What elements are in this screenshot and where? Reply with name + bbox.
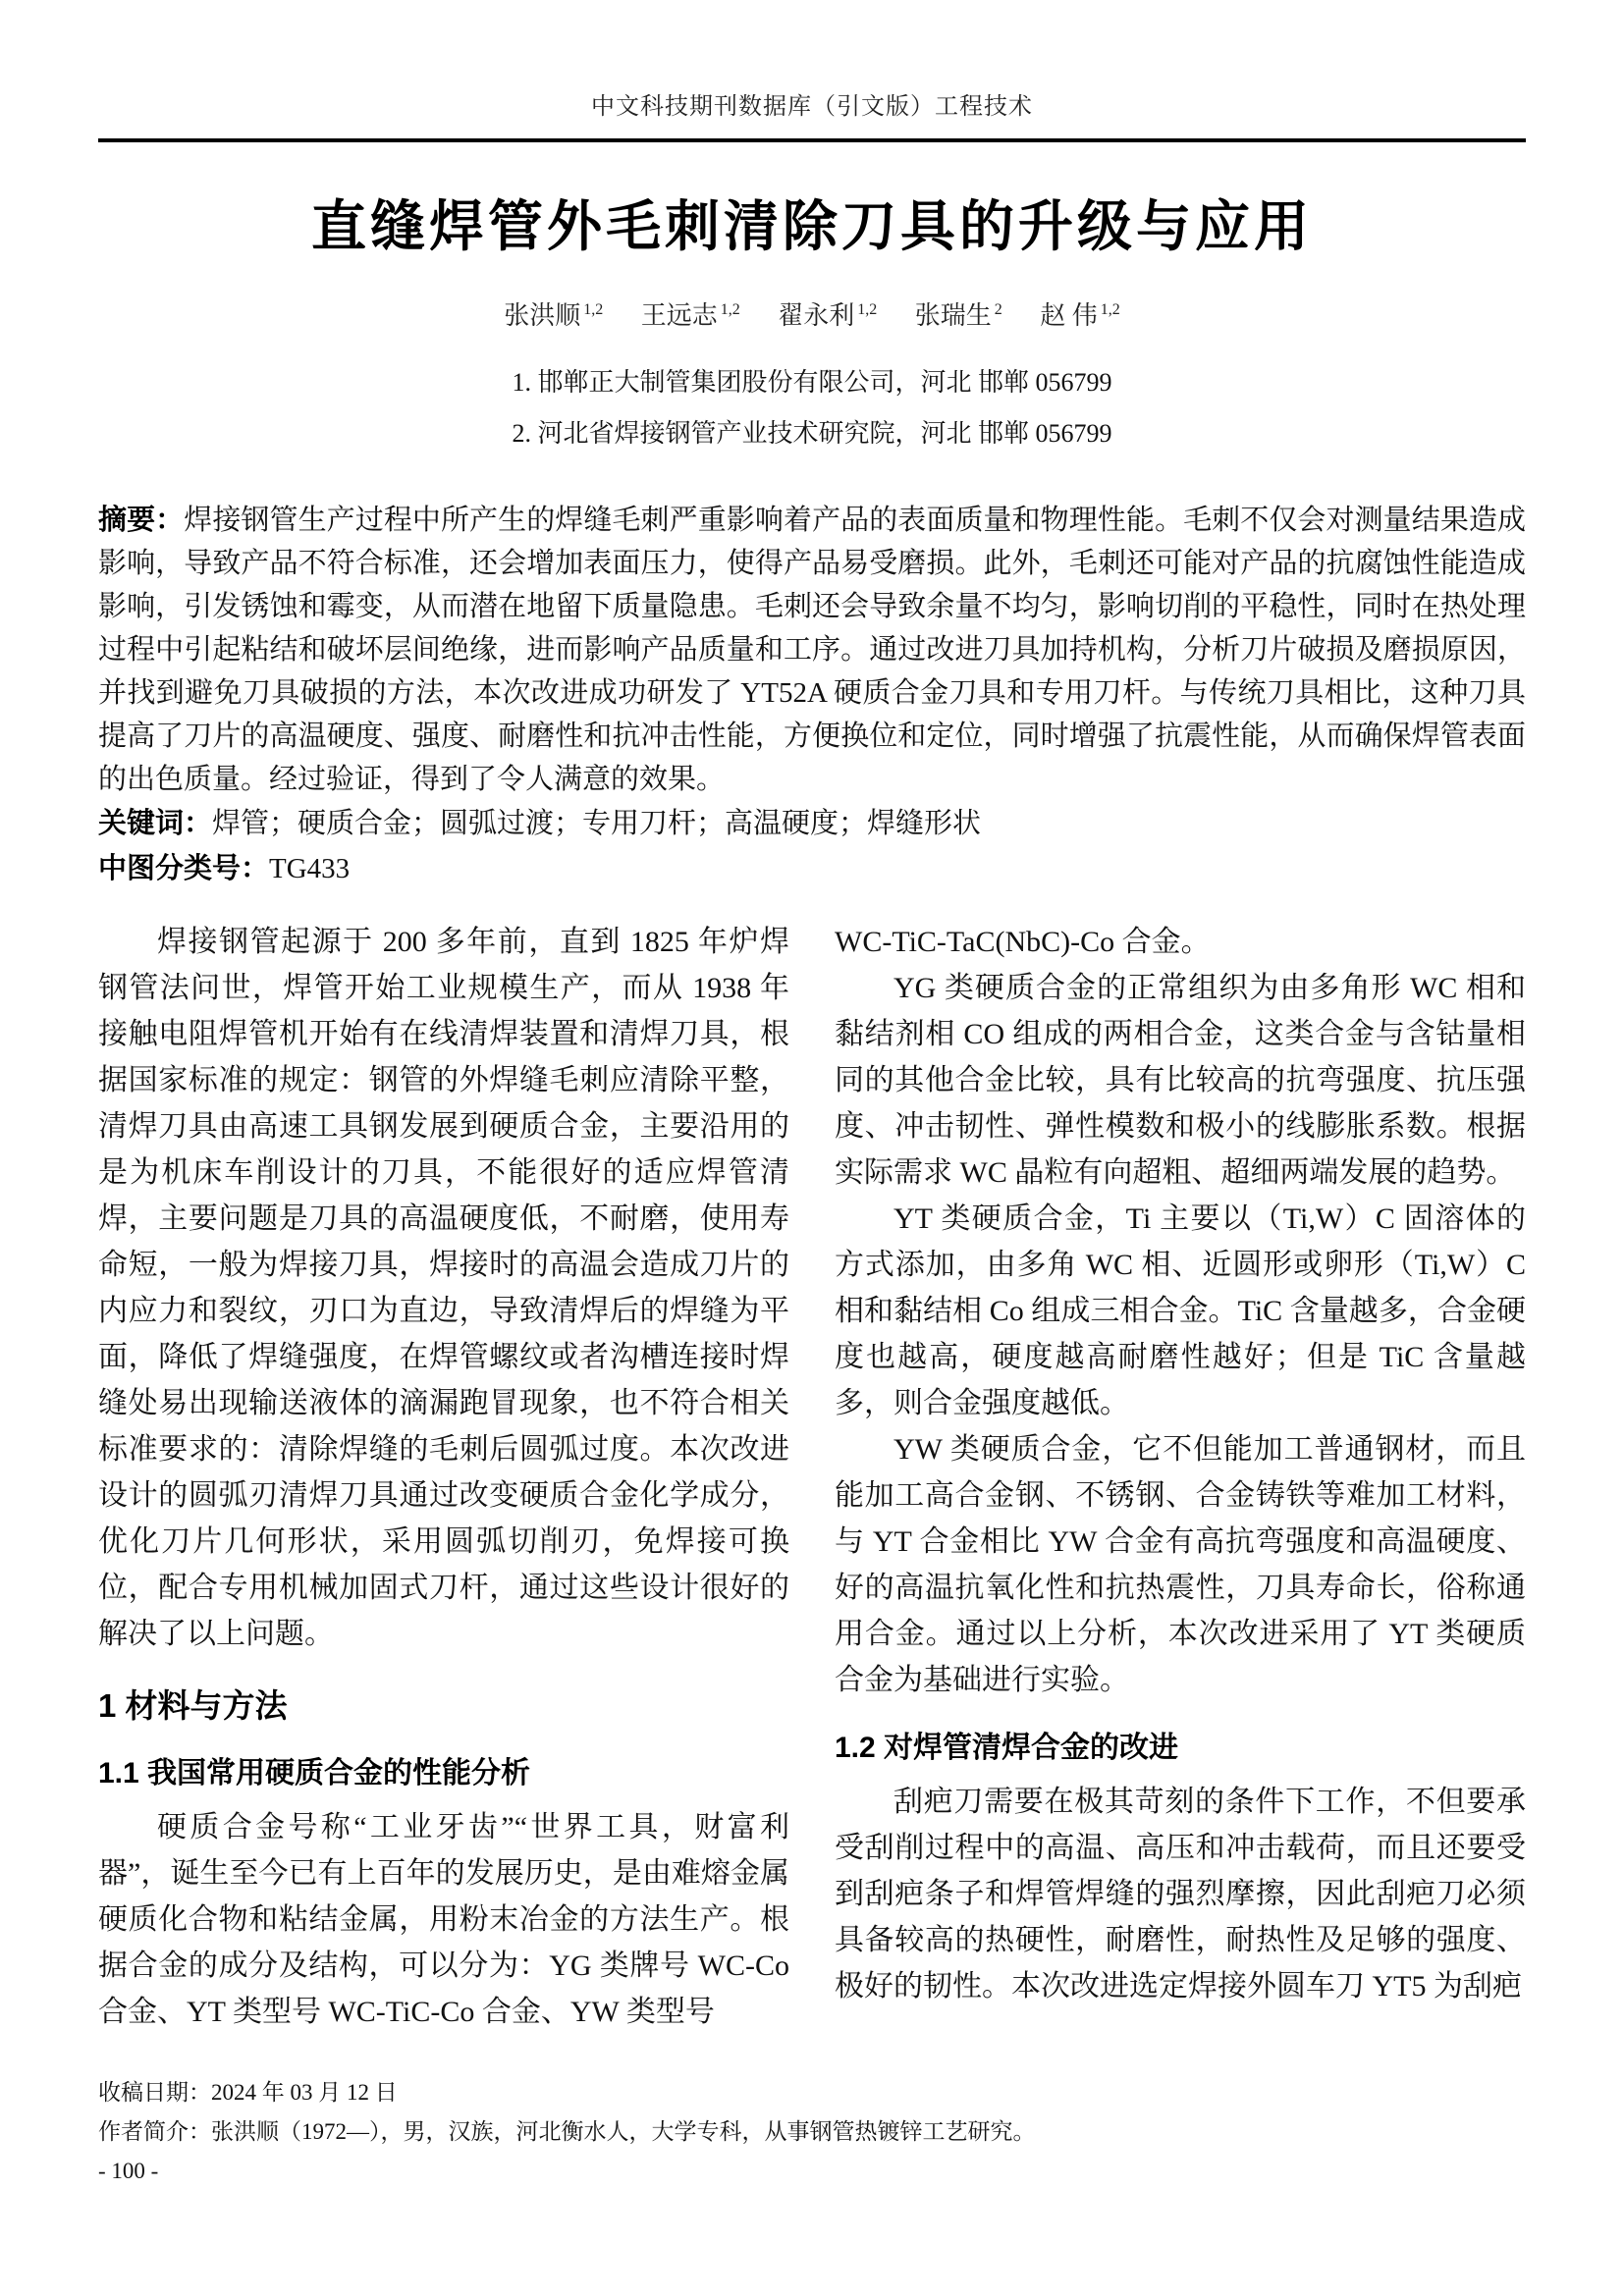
author-3 bbox=[915, 301, 1002, 330]
clc-line bbox=[98, 846, 1526, 891]
author-name: 王远志 bbox=[640, 301, 718, 330]
body-paragraph: 硬质合金号称“工业牙齿”“世界工具，财富利器”，诞生至今已有上百年的发展历史，是由难熔金属硬质化合物和粘结金属，用粉末冶金的方法生产。根据合金的成分及结构，可以分为：YG 类牌号 WC-Co 合金、YT 类型号 WC-TiC-Co 合金、YW 类型号 bbox=[98, 1811, 789, 2028]
body-paragraph: 焊接钢管起源于 200 多年前，直到 1825 年炉焊钢管法问世，焊管开始工业规模生产，而从 1938 年接触电阻焊管机开始有在线清焊装置和清焊刀具，根据国家标准的规定：钢管的外焊缝毛刺应清除平整，清焊刀具由高速工具钢发展到硬质合金，主要沿用的是为机床车削设计的刀具，不能很好的适应焊管清焊，主要问题是刀具的高温硬度低，不耐磨，使用寿命短，一般为焊接刀具，焊接时的高温会造成刀片的内应力和裂纹，刃口为直边，导致清焊后的焊缝为平面，降低了焊缝强度，在焊管螺纹或者沟槽连接时焊缝处易出现输送液体的滴漏跑冒现象，也不符合相关标准要求的：清除焊缝的毛刺后圆弧过度。本次改进设计的圆弧刃清焊刀具通过改变硬质合金化学成分，优化刀片几何形状，采用圆弧切削刃，免焊接可换位，配合专用机械加固式刀杆，通过这些设计很好的解决了以上问题。 bbox=[98, 926, 789, 1650]
abstract-label: 摘要： bbox=[98, 505, 185, 536]
author-4 bbox=[1040, 301, 1120, 330]
right-column bbox=[835, 919, 1526, 2048]
author-0 bbox=[504, 301, 603, 330]
keywords-text: 焊管；硬质合金；圆弧过渡；专用刀杆；高温硬度；焊缝形状 bbox=[212, 808, 982, 839]
author-affil-sup: 1,2 bbox=[583, 301, 604, 319]
journal-header-line: 中文科技期刊数据库（引文版）工程技术 bbox=[591, 94, 1033, 120]
header-rule bbox=[98, 138, 1526, 142]
affiliation-1: 1. 邯郸正大制管集团股份有限公司，河北 邯郸 056799 bbox=[512, 368, 1112, 397]
body-paragraph: WC-TiC-TaC(NbC)-Co 合金。 bbox=[835, 926, 1211, 958]
received-date-line: 收稿日期：2024 年 03 月 12 日 bbox=[98, 2080, 398, 2105]
author-affil-sup: 2 bbox=[994, 301, 1002, 319]
two-column-body bbox=[98, 919, 1526, 2048]
paper-title: 直缝焊管外毛刺清除刀具的升级与应用 bbox=[311, 195, 1313, 257]
subsection-heading-1-2: 1.2 对焊管清焊合金的改进 bbox=[835, 1732, 1179, 1764]
left-column bbox=[98, 919, 789, 2048]
body-paragraph: 刮疤刀需要在极其苛刻的条件下工作，不但要承受刮削过程中的高温、高压和冲击载荷，而且还要受到刮疤条子和焊管焊缝的强烈摩擦，因此刮疤刀必须具备较高的热硬性，耐磨性，耐热性及足够的强度、极好的韧性。本次改进选定焊接外圆车刀 YT5 为刮疤 bbox=[835, 1786, 1526, 2002]
author-affil-sup: 1,2 bbox=[720, 301, 740, 319]
clc-label: 中图分类号： bbox=[98, 853, 270, 884]
abstract bbox=[98, 499, 1526, 801]
author-line bbox=[98, 295, 1526, 332]
author-name: 张洪顺 bbox=[504, 301, 581, 330]
author-affil-sup: 1,2 bbox=[857, 301, 878, 319]
body-paragraph: YW 类硬质合金，它不但能加工普通钢材，而且能加工高合金钢、不锈钢、合金铸铁等难加工材料，与 YT 合金相比 YW 合金有高抗弯强度和高温硬度、好的高温抗氧化性和抗热震性，刀具寿命长，俗称通用合金。通过以上分析，本次改进采用了 YT 类硬质合金为基础进行实验。 bbox=[835, 1433, 1526, 1696]
page-content bbox=[98, 0, 1526, 2048]
author-affil-sup: 1,2 bbox=[1100, 301, 1120, 319]
body-paragraph: YG 类硬质合金的正常组织为由多角形 WC 相和黏结剂相 CO 组成的两相合金，这类合金与含钴量相同的其他合金比较，具有比较高的抗弯强度、抗压强度、冲击韧性、弹性模数和极小的线膨胀系数。根据实际需求 WC 晶粒有向超粗、超细两端发展的趋势。 bbox=[835, 972, 1526, 1189]
page-number: - 100 - bbox=[98, 2159, 159, 2183]
affiliation-2: 2. 河北省焊接钢管产业技术研究院，河北 邯郸 056799 bbox=[512, 419, 1112, 448]
section-heading-1: 1 材料与方法 bbox=[98, 1687, 288, 1724]
body-paragraph: YT 类硬质合金，Ti 主要以（Ti,W）C 固溶体的方式添加，由多角 WC 相、近圆形或卵形（Ti,W）C 相和黏结相 Co 组成三相合金。TiC 含量越多，合金硬度也越高，硬度越高耐磨性越好；但是 TiC 含量越多，则合金强度越低。 bbox=[835, 1202, 1526, 1419]
author-name: 翟永利 bbox=[778, 301, 855, 330]
clc-value: TG433 bbox=[269, 853, 351, 884]
keywords-label: 关键词： bbox=[98, 808, 213, 839]
author-name: 赵 伟 bbox=[1040, 301, 1098, 330]
author-1 bbox=[641, 301, 740, 330]
author-2 bbox=[778, 301, 877, 330]
author-name: 张瑞生 bbox=[914, 301, 992, 330]
subsection-heading-1-1: 1.1 我国常用硬质合金的性能分析 bbox=[98, 1757, 531, 1789]
author-bio-line: 作者简介：张洪顺（1972—），男，汉族，河北衡水人，大学专科，从事钢管热镀锌工艺研究。 bbox=[98, 2119, 1036, 2144]
keywords-line bbox=[98, 801, 1526, 846]
page-footer bbox=[98, 2073, 1526, 2191]
affiliation-list bbox=[98, 357, 1526, 459]
abstract-text: 焊接钢管生产过程中所产生的焊缝毛刺严重影响着产品的表面质量和物理性能。毛刺不仅会对测量结果造成影响，导致产品不符合标准，还会增加表面压力，使得产品易受磨损。此外，毛刺还可能对产品的抗腐蚀性能造成影响，引发锈蚀和霉变，从而潜在地留下质量隐患。毛刺还会导致余量不均匀，影响切削的平稳性，同时在热处理过程中引起粘结和破坏层间绝缘，进而影响产品质量和工序。通过改进刀具加持机构，分析刀片破损及磨损原因，并找到避免刀具破损的方法，本次改进成功研发了 YT52A 硬质合金刀具和专用刀杆。与传统刀具相比，这种刀具提高了刀片的高温硬度、强度、耐磨性和抗冲击性能，方便换位和定位，同时增强了抗震性能，从而确保焊管表面的出色质量。经过验证，得到了令人满意的效果。 bbox=[98, 505, 1526, 795]
